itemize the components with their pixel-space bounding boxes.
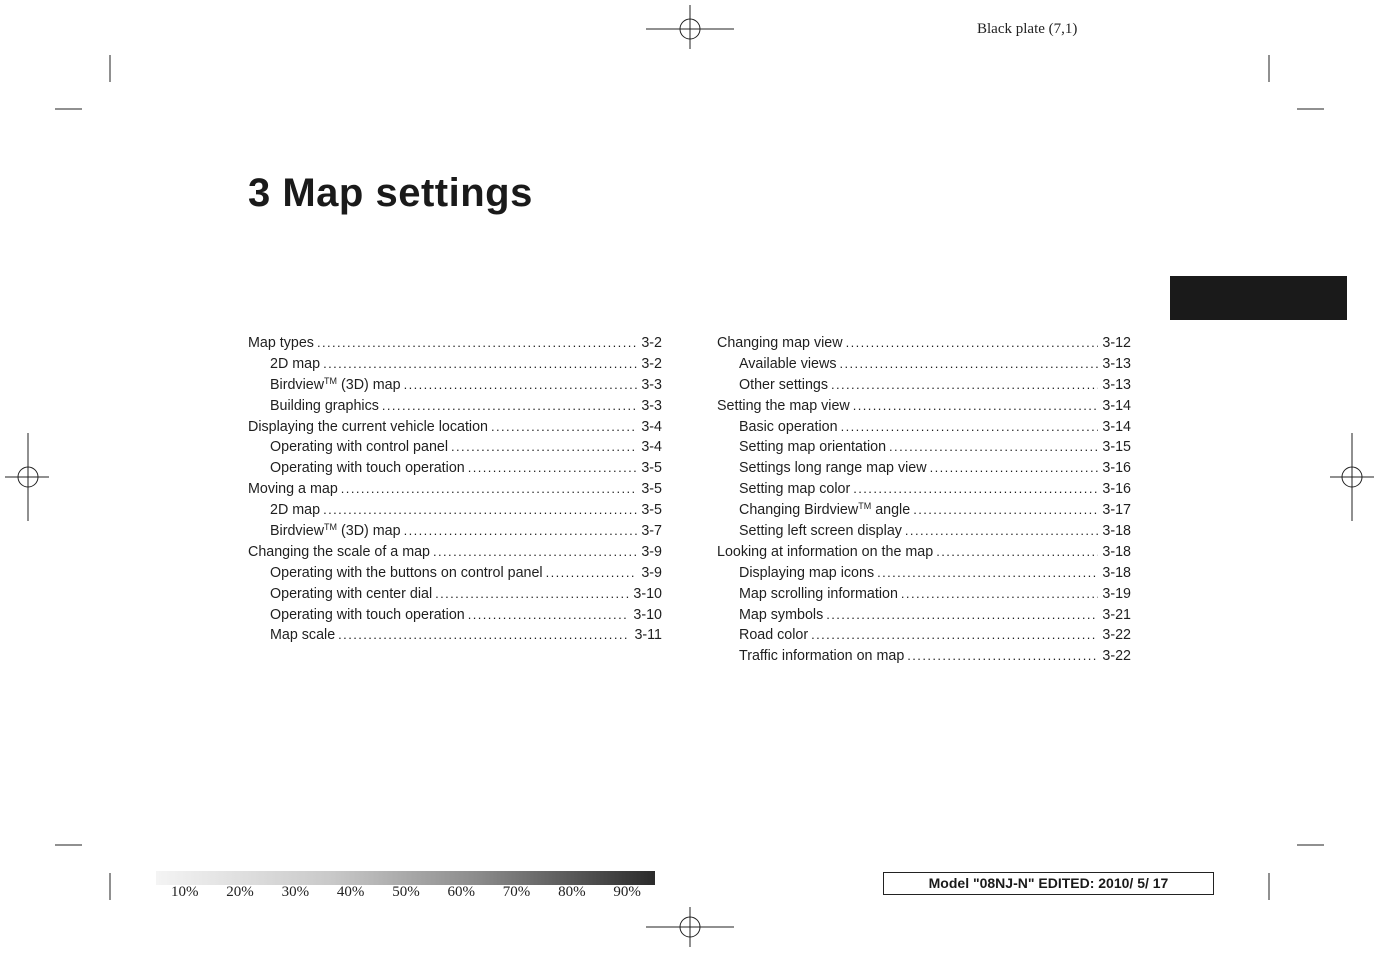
toc-entry-title (248, 542, 430, 563)
dot-leader (930, 458, 1099, 479)
toc-entry-title (270, 521, 401, 542)
toc-subentry[interactable] (248, 625, 662, 646)
toc-page-number: 3-13 (1102, 376, 1131, 393)
toc-subentry[interactable] (717, 479, 1131, 500)
toc-entry-title (739, 500, 910, 521)
toc-subentry[interactable] (248, 584, 662, 605)
toc-entry-title (270, 563, 543, 584)
toc-entry-title (270, 437, 448, 458)
gray-scale-label: 20% (226, 884, 254, 900)
toc-entry-title (248, 417, 488, 438)
toc-right-column (717, 333, 1131, 667)
toc-entry-text: Operating with touch operation (270, 606, 465, 623)
toc-entry-text: Displaying map icons (739, 564, 875, 581)
trademark-superscript: TM (324, 522, 338, 533)
dot-leader (901, 584, 1098, 605)
toc-page-number: 3-5 (641, 502, 662, 519)
toc-entry-title (739, 354, 836, 375)
toc-entry-title (739, 584, 898, 605)
gray-scale-label: 10% (171, 884, 199, 900)
toc-entry-text: Other settings (739, 376, 828, 393)
toc-entry-text: Changing the scale of a map (248, 543, 431, 560)
dot-leader (491, 417, 637, 438)
gray-scale-label: 50% (392, 884, 420, 900)
toc-page-number: 3-10 (633, 585, 662, 602)
toc-entry[interactable] (248, 542, 662, 563)
toc-page-number: 3-19 (1102, 585, 1131, 602)
toc-page-number: 3-22 (1102, 648, 1131, 665)
toc-entry-title (717, 542, 933, 563)
toc-subentry[interactable] (717, 605, 1131, 626)
model-info-box: Model "08NJ-N" EDITED: 2010/ 5/ 17 (883, 872, 1214, 895)
gray-scale-label: 40% (336, 884, 365, 900)
gray-scale-labels (171, 884, 669, 901)
dot-leader (433, 542, 637, 563)
toc-subentry[interactable] (248, 396, 662, 417)
dot-leader (323, 500, 637, 521)
toc-entry-text: Changing map view (717, 335, 843, 351)
toc-entry-text: Map scrolling information (739, 585, 898, 602)
toc-entry-title (248, 333, 314, 354)
toc-entry-text: Moving a map (248, 481, 338, 498)
toc-entry-title (270, 625, 335, 646)
toc-page-number: 3-2 (641, 335, 662, 351)
toc-entry-text: 2D map (270, 355, 321, 372)
toc-subentry[interactable] (248, 521, 662, 542)
toc-entry-text: Basic operation (739, 418, 838, 435)
toc-entry-title (739, 458, 927, 479)
gray-scale-label: 30% (281, 884, 310, 900)
toc-entry-text: Birdview (270, 523, 325, 540)
toc-entry-text: Operating with the buttons on control panel (270, 564, 543, 581)
toc-page-number: 3-18 (1102, 543, 1131, 560)
toc-page-number: 3-12 (1102, 335, 1131, 351)
toc-entry-text: Operating with control panel (270, 439, 449, 456)
dot-leader (404, 375, 638, 396)
toc-entry-title (270, 605, 465, 626)
toc-subentry[interactable] (248, 563, 662, 584)
toc-page-number: 3-2 (641, 355, 662, 372)
toc-page-number: 3-15 (1102, 439, 1131, 456)
dot-leader (468, 605, 630, 626)
toc-entry-title (270, 375, 401, 396)
toc-page-number: 3-4 (641, 439, 662, 456)
dot-leader (811, 625, 1098, 646)
dot-leader (853, 396, 1099, 417)
gray-scale-label: 90% (613, 884, 641, 900)
toc-page-number: 3-16 (1102, 460, 1131, 477)
toc-page-number: 3-10 (633, 606, 662, 623)
toc-page-number: 3-5 (641, 481, 662, 498)
toc-subentry[interactable] (717, 625, 1131, 646)
toc-entry[interactable] (717, 396, 1131, 417)
dot-leader (317, 333, 637, 354)
trademark-superscript: TM (324, 375, 338, 386)
toc-page-number: 3-3 (641, 376, 662, 393)
toc-entry[interactable] (717, 333, 1131, 354)
toc-entry-title (270, 500, 320, 521)
toc-entry-title (248, 479, 338, 500)
toc-page-number: 3-18 (1102, 523, 1131, 540)
toc-entry[interactable] (248, 417, 662, 438)
dot-leader (341, 479, 638, 500)
toc-page-number: 3-14 (1102, 397, 1131, 414)
toc-entry-title (270, 354, 320, 375)
toc-page-number: 3-18 (1102, 564, 1131, 581)
toc-subentry[interactable] (717, 563, 1131, 584)
dot-leader (435, 584, 629, 605)
toc-entry-title (739, 646, 904, 667)
dot-leader (451, 437, 637, 458)
toc-page-number: 3-13 (1102, 355, 1131, 372)
toc-subentry[interactable] (248, 354, 662, 375)
toc-entry-text: Traffic information on map (739, 648, 905, 665)
toc-entry-text: Birdview (270, 376, 325, 393)
chapter-title: 3 Map settings (248, 171, 533, 215)
toc-page-number: 3-16 (1102, 481, 1131, 498)
toc-entry-title (739, 563, 874, 584)
toc-entry-title (270, 584, 432, 605)
toc-entry[interactable] (248, 479, 662, 500)
toc-entry-text: Looking at information on the map (717, 543, 934, 560)
dot-leader (889, 437, 1098, 458)
toc-entry-text: Road color (739, 627, 809, 644)
toc-page-number: 3-21 (1102, 606, 1131, 623)
toc-subentry[interactable] (248, 500, 662, 521)
dot-leader (382, 396, 637, 417)
dot-leader (846, 333, 1099, 354)
dot-leader (936, 542, 1098, 563)
toc-subentry[interactable] (717, 584, 1131, 605)
toc-subentry[interactable] (717, 500, 1131, 521)
toc-page-number: 3-9 (641, 543, 662, 560)
dot-leader (905, 521, 1098, 542)
toc-entry-text: Operating with touch operation (270, 460, 465, 477)
toc-subentry[interactable] (248, 437, 662, 458)
gray-scale-label: 80% (558, 884, 586, 900)
toc-left-column (248, 333, 662, 646)
plate-label: Black plate (7,1) (977, 21, 1078, 37)
toc-subentry[interactable] (717, 521, 1131, 542)
toc-subentry[interactable] (717, 437, 1131, 458)
dot-leader (913, 500, 1098, 521)
toc-entry-text: Setting map color (739, 481, 851, 498)
toc-page-number: 3-7 (641, 523, 662, 540)
toc-entry-text: Setting left screen display (739, 523, 902, 540)
toc-entry-title (270, 458, 465, 479)
toc-entry[interactable] (717, 542, 1131, 563)
gray-scale-strip (156, 871, 655, 885)
toc-entry-text: Available views (739, 355, 837, 372)
toc-page-number: 3-22 (1102, 627, 1131, 644)
toc-entry-text: Map types (248, 335, 314, 351)
toc-page-number: 3-3 (641, 397, 662, 414)
dot-leader (877, 563, 1098, 584)
toc-subentry[interactable] (248, 605, 662, 626)
toc-entry-title (739, 521, 902, 542)
toc-entry-text-suffix: (3D) map (337, 523, 401, 540)
dot-leader (404, 521, 638, 542)
dot-leader (831, 375, 1098, 396)
toc-entry-title (739, 417, 838, 438)
toc-page-number: 3-14 (1102, 418, 1131, 435)
dot-leader (338, 625, 630, 646)
toc-entry-title (270, 396, 379, 417)
chapter-tab (1170, 276, 1347, 320)
toc-entry-text: Setting map orientation (739, 439, 887, 456)
toc-entry-title (739, 479, 850, 500)
toc-entry-text: Changing Birdview (739, 502, 859, 519)
gray-scale-label: 60% (447, 884, 475, 900)
dot-leader (907, 646, 1098, 667)
toc-page-number: 3-9 (641, 564, 662, 581)
dot-leader (853, 479, 1098, 500)
toc-entry[interactable] (248, 333, 662, 354)
toc-entry-text-suffix: (3D) map (337, 376, 401, 393)
toc-page-number: 3-17 (1102, 502, 1131, 519)
toc-entry-text: Map symbols (739, 606, 824, 623)
toc-entry-title (739, 375, 828, 396)
toc-entry-title (717, 333, 843, 354)
toc-entry-text: 2D map (270, 502, 321, 519)
toc-subentry[interactable] (717, 375, 1131, 396)
dot-leader (826, 605, 1098, 626)
toc-subentry[interactable] (717, 646, 1131, 667)
dot-leader (323, 354, 637, 375)
trademark-superscript: TM (858, 501, 872, 512)
toc-subentry[interactable] (717, 458, 1131, 479)
toc-entry-title (739, 437, 886, 458)
toc-entry-title (717, 396, 850, 417)
toc-entry-title (739, 625, 808, 646)
toc-subentry[interactable] (717, 417, 1131, 438)
toc-entry-text-suffix: angle (871, 502, 911, 519)
toc-page-number: 3-11 (634, 627, 662, 644)
toc-entry-text: Map scale (270, 627, 336, 644)
dot-leader (839, 354, 1098, 375)
toc-entry-text: Settings long range map view (739, 460, 927, 477)
toc-subentry[interactable] (248, 375, 662, 396)
toc-subentry[interactable] (717, 354, 1131, 375)
toc-entry-text: Building graphics (270, 397, 379, 414)
toc-subentry[interactable] (248, 458, 662, 479)
toc-page-number: 3-5 (641, 460, 662, 477)
toc-entry-text: Operating with center dial (270, 585, 433, 602)
dot-leader (841, 417, 1099, 438)
toc-page-number: 3-4 (641, 418, 662, 435)
toc-entry-title (739, 605, 823, 626)
dot-leader (468, 458, 638, 479)
dot-leader (546, 563, 638, 584)
gray-scale-label: 70% (502, 884, 531, 900)
toc-entry-text: Displaying the current vehicle location (248, 418, 488, 435)
toc-entry-text: Setting the map view (717, 397, 850, 414)
